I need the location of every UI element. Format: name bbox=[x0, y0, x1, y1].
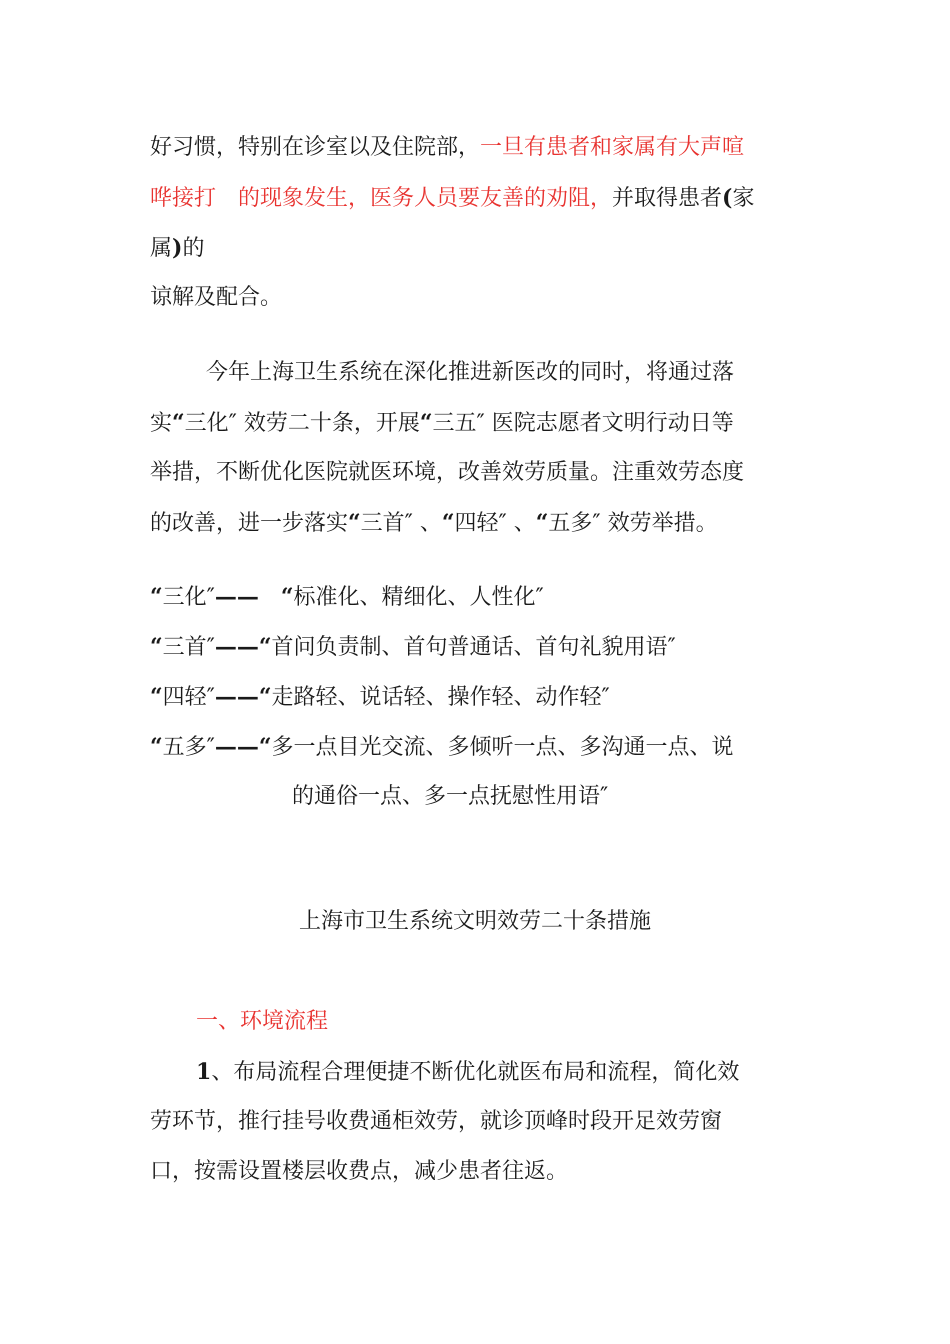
item-term: 三化″ bbox=[162, 585, 215, 610]
para2-text: 五多″ 效劳举措。 bbox=[548, 511, 718, 536]
para2-text: 四轻″ 、 bbox=[454, 511, 536, 536]
item-term: 四轻″ bbox=[162, 685, 215, 710]
item-dash: —— bbox=[214, 684, 259, 710]
para1-text: 属 bbox=[150, 236, 173, 261]
quote-mark: “ bbox=[150, 684, 163, 710]
paren-open: ( bbox=[722, 185, 733, 211]
item-desc: 首问负责制、首句普通话、首句礼貌用语″ bbox=[271, 635, 676, 660]
item-dash: —— bbox=[214, 634, 259, 660]
heading-environment: 一、环境流程 bbox=[196, 1009, 329, 1034]
paren-close: ) bbox=[172, 235, 183, 261]
quote-mark: “ bbox=[441, 510, 455, 536]
para1-text: 并取得患者 bbox=[612, 186, 723, 211]
para1-line1 bbox=[150, 133, 744, 163]
para2-text: 三首″ 、 bbox=[360, 511, 442, 536]
quote-mark: “ bbox=[535, 510, 549, 536]
quote-mark: “ bbox=[258, 684, 272, 710]
point1-line1 bbox=[196, 1057, 739, 1088]
item-desc: 标准化、精细化、人性化″ bbox=[293, 585, 544, 610]
point1-line2: 劳环节，推行挂号收费通柜效劳，就诊顶峰时段开足效劳窗 bbox=[150, 1109, 723, 1134]
quote-mark: “ bbox=[172, 410, 185, 436]
para2-text: 三化″ 效劳二十条，开展 bbox=[184, 411, 420, 436]
para2-text: 实 bbox=[150, 411, 173, 436]
item-desc: 多一点目光交流、多倾听一点、多沟通一点、说 bbox=[271, 735, 734, 760]
item-term: 五多″ bbox=[162, 735, 215, 760]
list-item bbox=[150, 682, 610, 713]
quote-mark: “ bbox=[280, 584, 294, 610]
para2-line3: 举措，不断优化医院就医环境，改善效劳质量。注重效劳态度 bbox=[150, 460, 745, 485]
para2-line4 bbox=[150, 508, 718, 539]
point-number: 1 bbox=[196, 1059, 212, 1085]
item-desc: 走路轻、说话轻、操作轻、动作轻″ bbox=[271, 685, 610, 710]
para1-red-text: 一旦有患者和家属有大声喧 bbox=[480, 135, 745, 160]
point-text: 、布局流程合理便捷不断优化就医布局和流程，简化效 bbox=[211, 1060, 740, 1085]
point1-line3: 口，按需设置楼层收费点，减少患者往返。 bbox=[150, 1159, 569, 1184]
para1-line4: 谅解及配合。 bbox=[150, 285, 283, 310]
section-title: 上海市卫生系统文明效劳二十条措施 bbox=[298, 909, 651, 934]
para1-line2 bbox=[150, 183, 754, 214]
quote-mark: “ bbox=[258, 734, 272, 760]
list-item bbox=[150, 632, 676, 663]
item-dash: —— bbox=[214, 584, 281, 610]
list-item bbox=[150, 582, 544, 613]
item-term: 三首″ bbox=[162, 635, 215, 660]
quote-mark: “ bbox=[419, 410, 433, 436]
para1-text: 的 bbox=[182, 236, 205, 261]
list-item-continuation: 的通俗一点、多一点抚慰性用语″ bbox=[292, 784, 609, 809]
para2-text: 的改善，进一步落实 bbox=[150, 511, 349, 536]
quote-mark: “ bbox=[348, 510, 361, 536]
para2-text: 三五″ 医院志愿者文明行动日等 bbox=[432, 411, 734, 436]
para2-line1: 今年上海卫生系统在深化推进新医改的同时，将通过落 bbox=[206, 360, 735, 385]
quote-mark: “ bbox=[150, 734, 163, 760]
para1-line3 bbox=[150, 233, 204, 264]
list-item bbox=[150, 732, 734, 763]
quote-mark: “ bbox=[150, 634, 163, 660]
item-dash: —— bbox=[214, 734, 259, 760]
quote-mark: “ bbox=[258, 634, 272, 660]
para1-text: 家 bbox=[732, 186, 755, 211]
para2-line2 bbox=[150, 408, 734, 439]
para1-red-text: 哗接打 的现象发生，医务人员要友善的劝阻， bbox=[150, 186, 613, 211]
quote-mark: “ bbox=[150, 584, 163, 610]
para1-text: 好习惯，特别在诊室以及住院部， bbox=[150, 135, 481, 160]
